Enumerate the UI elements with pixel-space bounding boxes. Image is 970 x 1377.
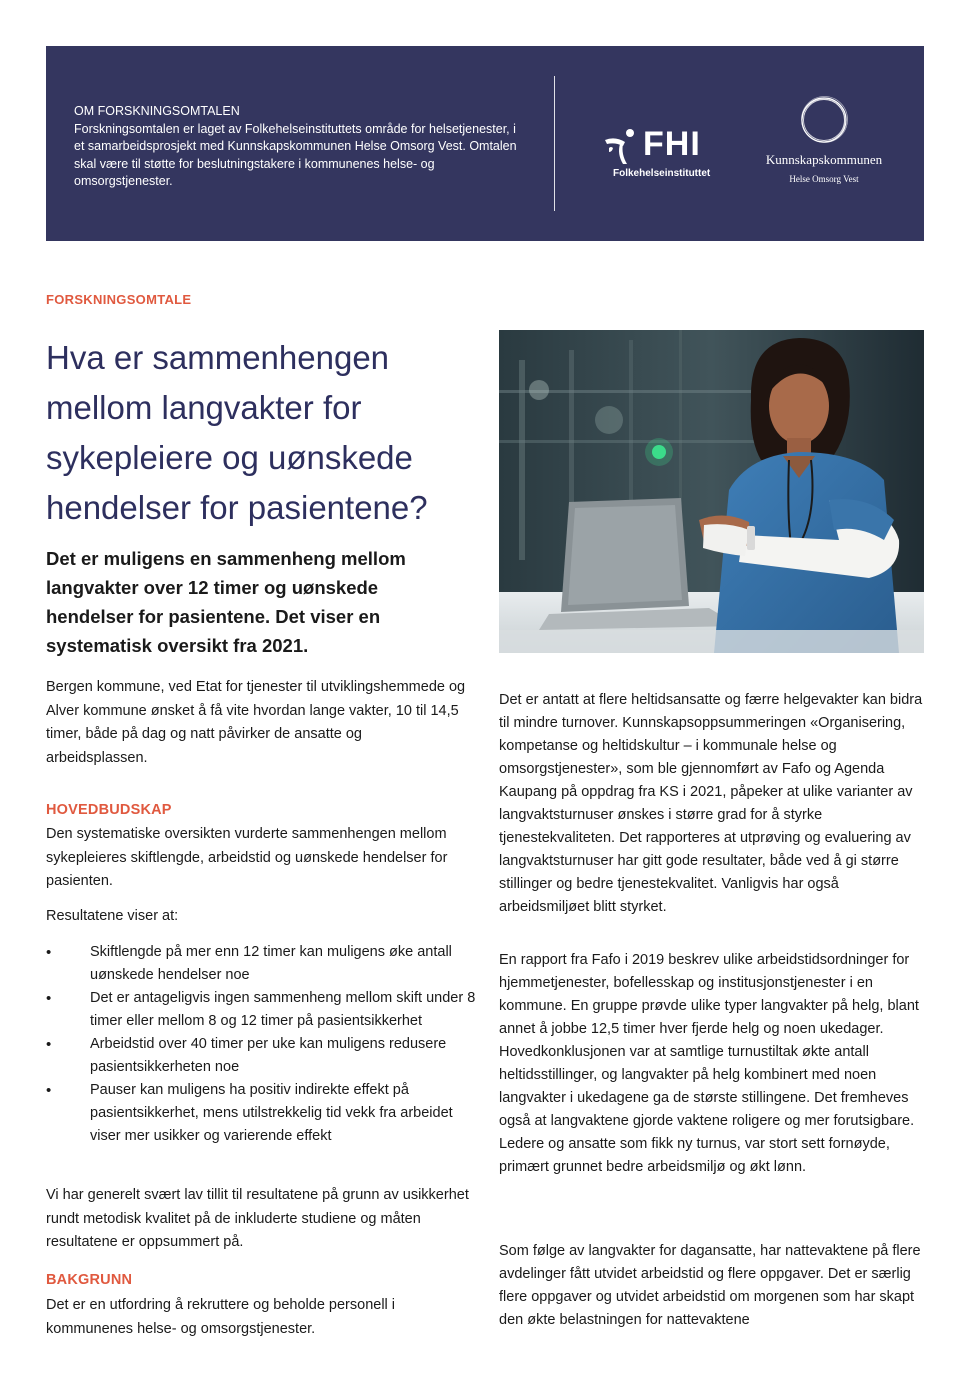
findings-list <box>46 941 476 1148</box>
kunnskapskommunen-logo <box>758 94 888 194</box>
banner-body: Forskningsomtalen er laget av Folkehelseinstituttets område for helsetjenester, i et samarbeidsprosjekt med Kunnskapskommunen Helse Omsorg Vest. Omtalen skal være til støtte for beslutningstakere i kommunenes helse- og omsorgstjenester. <box>74 121 517 188</box>
nurse-checking-watch-image <box>499 330 924 653</box>
kk-name: Kunnskapskommunen <box>765 152 883 167</box>
banner-divider <box>554 76 555 211</box>
hovedbudskap-paragraph: Den systematiske oversikten vurderte sammenhengen mellom sykepleieres skiftlengde, arbeidstid og uønskede hendelser for pasienten. <box>46 826 448 889</box>
article-title: Hva er sammenhengen mellom langvakter for sykepleiere og uønskede hendelser for pasientene? <box>46 339 428 526</box>
fhi-name: Folkehelseinstituttet <box>613 168 711 179</box>
hovedbudskap-heading: HOVEDBUDSKAP <box>46 802 172 818</box>
fhi-figure-icon <box>601 126 641 166</box>
list-item: • Arbeidstid over 40 timer per uke kan muligens redusere pasientsikkerheten noe <box>46 1033 476 1079</box>
fhi-letters: FHI <box>643 125 701 163</box>
ring-logo-icon <box>798 94 850 146</box>
bakgrunn-heading: BAKGRUNN <box>46 1272 133 1288</box>
banner-text <box>74 103 524 191</box>
bakgrunn-paragraph: Det er en utfordring å rekruttere og beholde personell i kommunenes helse- og omsorgstjenester. <box>46 1297 396 1337</box>
right-paragraph-2: En rapport fra Fafo i 2019 beskrev ulike arbeidstidsordninger for hjemmetjenester, bofellesskap og institusjonstjenester i en kommune. En gruppe prøvde ulike typer langvakter på helg, blant annet å jobbe 12,5 timer hver fjerde helg og noen ukedager. Hovedkonklusjonen var at samtlige turnustiltak økte antall heltidsstillinger, og langvakter på helg kombinert med noen langvakter i ukedagene ga de største stillingene. Det fremheves også at langvaktene gjorde vaktene roligere og mer forutsigbare. Ledere og ansatte som fikk ny turnus, var stort sett fornøyde, primært grunnet bedre arbeidsmiljø og økt lønn. <box>499 952 919 1175</box>
article-kicker: FORSKNINGSOMTALE <box>46 292 192 307</box>
info-banner <box>46 46 924 241</box>
list-item: • Skiftlengde på mer enn 12 timer kan muligens øke antall uønskede hendelser noe <box>46 941 476 987</box>
intro-paragraph: Bergen kommune, ved Etat for tjenester til utviklingshemmede og Alver kommune ønsket å få vite hvordan lange vakter, 10 til 14,5 timer, både på dag og natt påvirker de ansatte og arbeidsplassen. <box>46 679 466 766</box>
right-paragraph-1: Det er antatt at flere heltidsansatte og færre helgevakter kan bidra til mindre turnover. Kunnskapsoppsummeringen «Organisering, kompetanse og heltidskultur – i kommunale helse og omsorgstjenester», som ble gjennomført av Fafo og Agenda Kaupang på oppdrag fra KS i 2021, påpeker at ulike varianter av langvaktsturnuser ønskes i større grad for å styrke tjenestekvaliteten. Det rapporteres at utprøving og evaluering av langvaktsturnuser har gitt gode resultater, både ved å gi større stillinger og bedre tjenestekvalitet. Vanligvis har også arbeidsmiljøet blitt styrket. <box>499 692 923 915</box>
right-paragraph-3: Som følge av langvakter for dagansatte, har nattevaktene på flere avdelinger fått utvidet arbeidstid og flere oppgaver. Det er særlig flere oppgaver og utvidet arbeidstid om morgenen som har skapt den økte belastningen for nattevaktene <box>499 1243 921 1328</box>
article-lead: Det er muligens en sammenheng mellom langvakter over 12 timer og uønskede hendelser for pasientene. Det viser en systematisk oversikt fra 2021. <box>46 548 406 656</box>
banner-heading: OM FORSKNINGSOMTALEN <box>74 104 240 118</box>
list-item: • Pauser kan muligens ha positiv indirekte effekt på pasientsikkerhet, mens utilstrekkelig tid vekk fra arbeidet viser mer usikker og varierende effekt <box>46 1079 476 1148</box>
nurse-photo <box>499 330 924 653</box>
kk-sub: Helse Omsorg Vest <box>789 174 859 184</box>
results-intro: Resultatene viser at: <box>46 908 179 924</box>
trust-paragraph: Vi har generelt svært lav tillit til resultatene på grunn av usikkerhet rundt metodisk kvalitet på de inkluderte studiene og måten resultatene er oppsummert på. <box>46 1187 469 1250</box>
list-item: • Det er antageligvis ingen sammenheng mellom skift under 8 timer eller mellom 8 og 12 timer på pasientsikkerhet <box>46 987 476 1033</box>
fhi-logo <box>601 124 721 184</box>
